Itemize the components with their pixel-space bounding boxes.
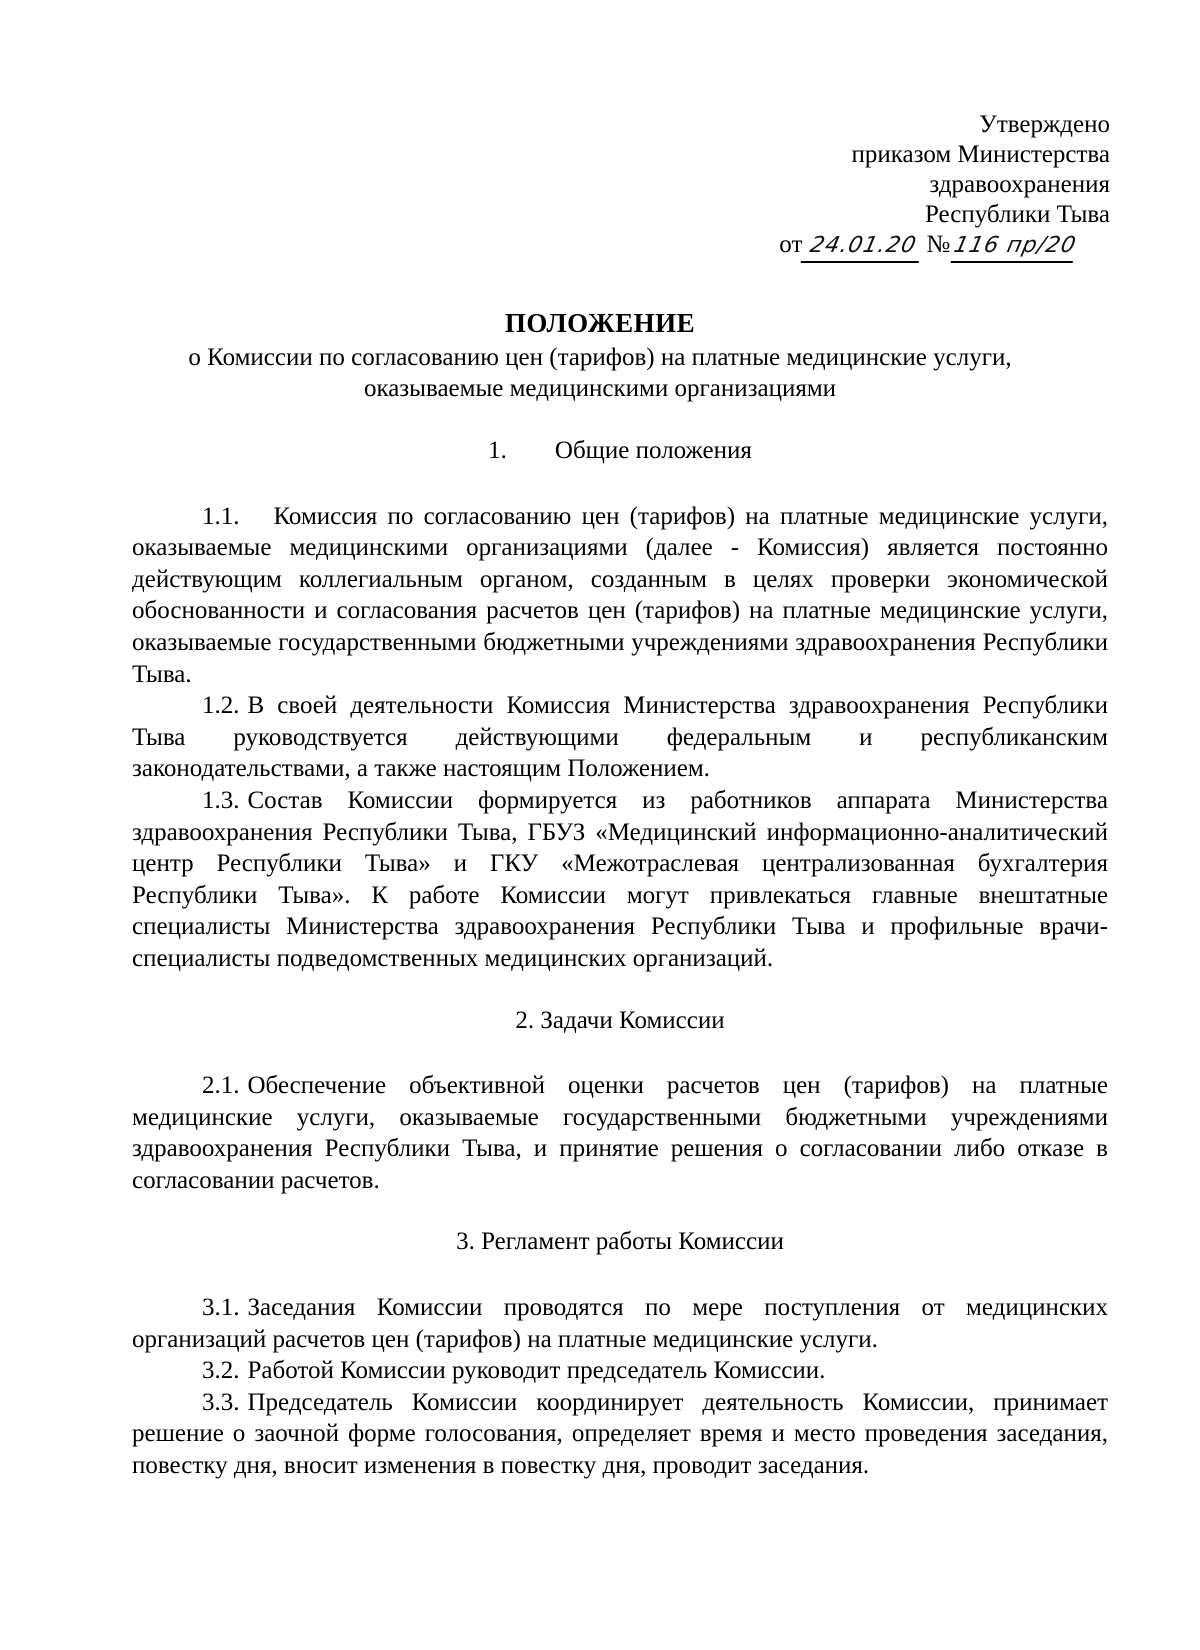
paragraph-text: Заседания Комиссии проводятся по мере поступления от медицинских организаций расчетов цен (тарифов) на платные медицинские услуги. [132,1294,1108,1353]
paragraph-number: 1.3. [202,786,240,814]
number-prefix: № [926,231,951,258]
paragraph-number: 1.2. [202,692,240,720]
section-number: 1. [488,437,507,464]
section-heading-tasks: 2. Задачи Комиссии [515,1006,725,1034]
paragraph-3-3 [132,1387,1108,1482]
date-prefix: от [779,231,803,258]
approval-line-order: приказом Министерства [851,141,1110,168]
paragraph-1-2 [132,690,1108,785]
paragraph-text: Обеспечение объективной оценки расчетов цен (тарифов) на платные медицинские услуги, оказываемые государственными бюджетными учреждениями здравоохранения Республики Тыва, и принятие решения о согласовании либо отказе в согласовании расчетов. [132,1072,1108,1194]
document-subtitle [120,342,1080,404]
paragraph-text: Комиссия по согласованию цен (тарифов) на платные медицинские услуги, оказываемые медицинскими организациями (далее - Комиссия) является постоянно действующим коллегиальным органом, созданным в целях проверки экономической обоснованности и согласования расчетов цен (тарифов) на платные медицинские услуги, оказываемые государственными бюджетными учреждениями здравоохранения Республики Тыва. [132,502,1108,688]
approval-date-number-line [779,230,1110,264]
approval-stamp-block [779,110,1110,264]
paragraph-3-1 [132,1292,1108,1355]
paragraph-2-1 [132,1070,1108,1196]
paragraph-3-2 [132,1355,1108,1387]
paragraph-number: 1.1. [202,502,240,530]
subtitle-line-2: оказываемые медицинскими организациями [363,375,837,402]
paragraph-text: Работой Комиссии руководит председатель Комиссии. [247,1357,826,1385]
approval-line-republic: Республики Тыва [924,201,1110,228]
document-body [132,435,1108,1482]
section-heading-general [132,435,1108,467]
approval-line-approved: Утверждено [979,111,1110,138]
paragraph-text: Состав Комиссии формируется из работников аппарата Министерства здравоохранения Республики Тыва, ГБУЗ «Медицинский информационно-аналитический центр Республики Тыва» и ГКУ «Межотраслевая централизованная бухгалтерия Республики Тыва». К работе Комиссии могут привлекаться главные внештатные специалисты Министерства здравоохранения Республики Тыва и профильные врачи-специалисты подведомственных медицинских организаций. [132,786,1108,972]
approval-line-ministry: здравоохранения [929,171,1110,198]
section-title: Общие положения [554,437,752,464]
handwritten-order-number: 116 пр/20 [951,231,1080,263]
subtitle-line-1: о Комиссии по согласованию цен (тарифов) на платные медицинские услуги, [188,344,1012,371]
paragraph-1-3 [132,785,1108,975]
handwritten-date: 24.01.20 [801,231,926,263]
paragraph-text: Председатель Комиссии координирует деятельность Комиссии, принимает решение о заочной форме голосования, определяет время и место проведения заседания, повестку дня, вносит изменения в повестку дня, проводит заседания. [132,1388,1108,1480]
paragraph-number: 2.1. [202,1072,240,1100]
paragraph-1-1 [132,501,1108,691]
paragraph-number: 3.2. [202,1357,240,1385]
paragraph-number: 3.3. [202,1388,240,1416]
document-title: ПОЛОЖЕНИЕ [504,308,696,338]
paragraph-text: В своей деятельности Комиссия Министерства здравоохранения Республики Тыва руководствуется действующими федеральным и республиканским законодательствами, а также настоящим Положением. [132,692,1108,783]
section-heading-regulations: 3. Регламент работы Комиссии [456,1228,784,1256]
paragraph-number: 3.1. [202,1294,240,1322]
